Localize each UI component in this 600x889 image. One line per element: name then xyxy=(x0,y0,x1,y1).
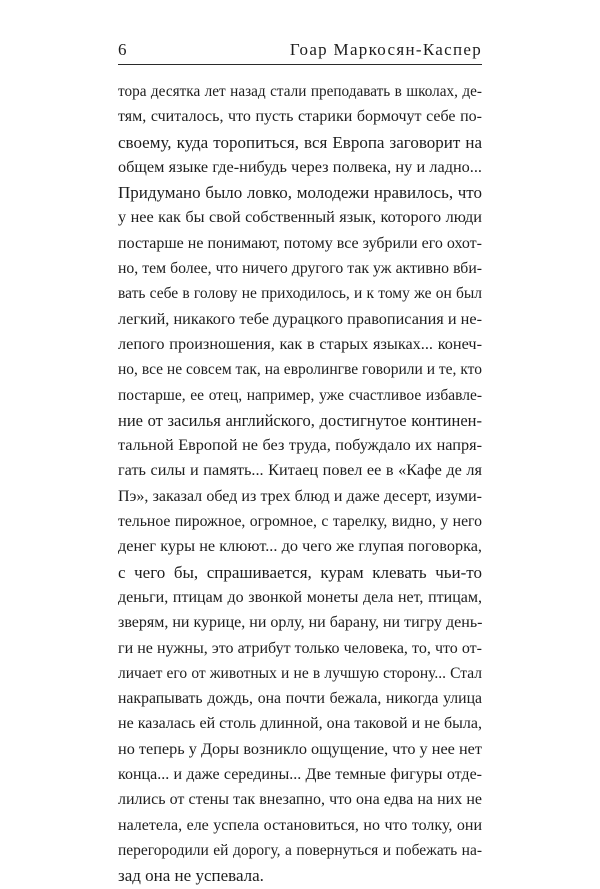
text-line: ние от засилья английского, достигнутое континен- xyxy=(118,410,482,430)
text-line: у нее как бы свой собственный язык, которого люди xyxy=(118,208,482,227)
text-line: конца... и даже середины... Две темные фигуры отде- xyxy=(118,766,482,784)
body-text xyxy=(118,79,482,889)
text-line: но, тем более, что ничего другого так уж активно вби- xyxy=(118,260,482,278)
page-number: 6 xyxy=(118,40,127,59)
text-line: но теперь у Доры возникло ощущение, что у нее нет xyxy=(118,739,482,758)
text-line: тора десятка лет назад стали преподавать в школах, де- xyxy=(118,83,482,100)
text-line: лепого произношения, как в старых языках... конеч- xyxy=(118,334,482,353)
text-line: вать себе в голову не приходилось, и к тому же он был xyxy=(118,285,482,303)
text-line: тельное пирожное, огромное, с тарелку, видно, у него xyxy=(118,513,482,531)
text-line: накрапывать дождь, она почти бежала, никогда улица xyxy=(118,690,482,708)
text-line: общем языке где-нибудь через полвека, ну и ладно... xyxy=(118,157,482,176)
text-line: личает его от животных и не в лучшую сторону... Стал xyxy=(118,664,482,682)
text-line: с чего бы, спрашивается, курам клевать чьи-то xyxy=(118,562,482,582)
text-line: перегородили ей дорогу, а повернуться и побежать на- xyxy=(118,841,482,859)
text-line: Пэ», заказал обед из трех блюд и даже десерт, изуми- xyxy=(118,487,482,505)
running-head xyxy=(118,36,482,60)
text-line: тям, считалось, что пусть старики бормочут себе по- xyxy=(118,108,482,126)
text-line: своему, куда торопиться, вся Европа заговорит на xyxy=(118,132,482,152)
text-line: зад она не успевала. xyxy=(118,866,264,886)
text-line: Придумано было ловко, молодежи нравилось, что xyxy=(118,183,482,203)
text-line: деньги, птицам до звонкой монеты дела нет, птицам, xyxy=(118,588,482,606)
text-line: но, все не совсем так, на евролингве говорили и те, кто xyxy=(118,361,482,379)
text-line: гать силы и память... Китаец повел ее в «Кафе де ля xyxy=(118,461,482,480)
author-name: Гоар Маркосян-Каспер xyxy=(289,40,482,59)
header-rule xyxy=(118,64,482,65)
text-line: не казалась ей столь длинной, она таковой и не была, xyxy=(118,715,482,733)
text-line: постарше, ее отец, например, уже счастливое избавле- xyxy=(118,386,482,404)
text-line: лились от стены так внезапно, что она едва на них не xyxy=(118,791,482,809)
text-line: легкий, никакого тебе дурацкого правописания и не- xyxy=(118,309,482,328)
text-line: денег куры не клюют... до чего же глупая поговорка, xyxy=(118,537,482,556)
text-line: постарше не понимают, потому все зубрили его охот- xyxy=(118,234,482,252)
text-line: зверям, ни курице, ни орлу, ни барану, ни тигру день- xyxy=(118,614,483,632)
text-line: ги не нужны, это атрибут только человека, то, что от- xyxy=(118,639,482,657)
text-line: налетела, еле успела остановиться, но что толку, они xyxy=(118,816,482,834)
text-line: тальной Европой не без труда, побуждало их напря- xyxy=(118,436,482,455)
